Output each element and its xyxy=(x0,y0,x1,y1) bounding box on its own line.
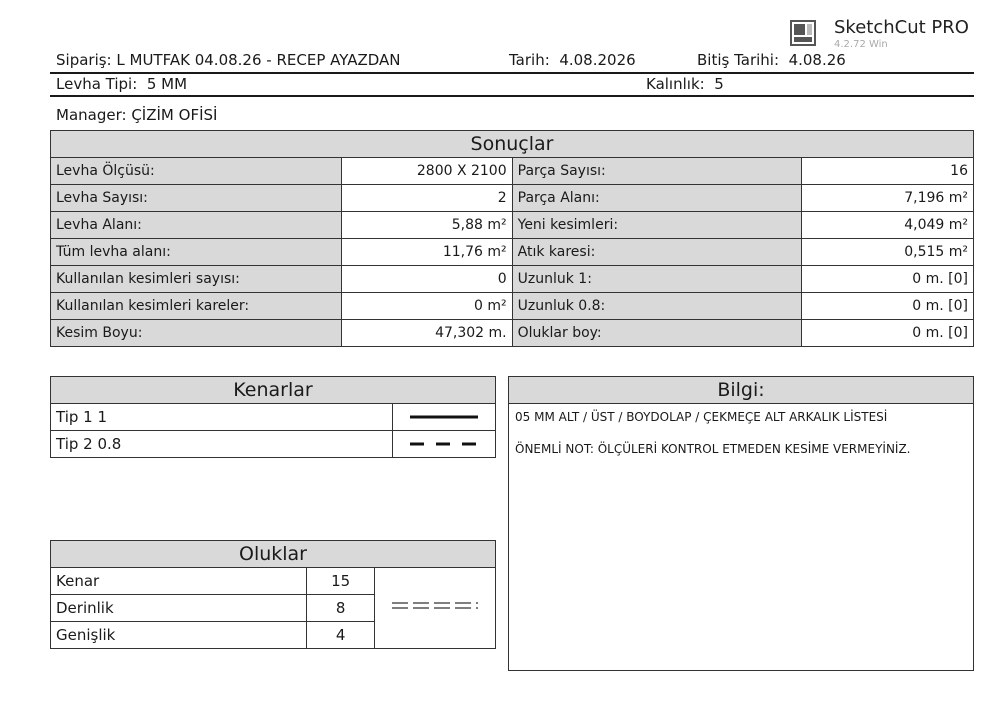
result-value: 5,88 m² xyxy=(341,212,512,239)
thickness-value: 5 xyxy=(714,75,724,93)
edge-row xyxy=(51,404,496,431)
app-name: SketchCut PRO xyxy=(834,17,969,38)
grooves-title: Oluklar xyxy=(51,541,496,568)
sheet-type-field xyxy=(56,75,187,93)
date-value: 4.08.2026 xyxy=(559,51,636,69)
groove-row xyxy=(51,568,496,595)
thickness-label: Kalınlık: xyxy=(646,75,705,93)
result-label: Kesim Boyu: xyxy=(51,320,342,347)
edge-label: Tip 2 0.8 xyxy=(51,431,393,458)
header-divider-1 xyxy=(50,72,974,74)
result-value: 4,049 m² xyxy=(802,212,974,239)
result-label: Parça Alanı: xyxy=(512,185,802,212)
groove-line-cell xyxy=(375,568,496,649)
result-value: 47,302 m. xyxy=(341,320,512,347)
dashed-line-icon xyxy=(408,439,480,449)
result-label: Yeni kesimleri: xyxy=(512,212,802,239)
results-row xyxy=(51,293,974,320)
results-row xyxy=(51,239,974,266)
edge-line-cell xyxy=(393,431,496,458)
result-label: Kullanılan kesimleri sayısı: xyxy=(51,266,342,293)
edges-table xyxy=(50,376,496,458)
info-body xyxy=(509,404,974,671)
order-field xyxy=(56,51,401,69)
grooves-table xyxy=(50,540,496,649)
manager-label: Manager: xyxy=(56,106,127,124)
groove-value: 4 xyxy=(307,622,375,649)
result-label: Parça Sayısı: xyxy=(512,158,802,185)
groove-value: 15 xyxy=(307,568,375,595)
results-table xyxy=(50,130,974,347)
result-label: Levha Ölçüsü: xyxy=(51,158,342,185)
result-label: Tüm levha alanı: xyxy=(51,239,342,266)
results-row xyxy=(51,158,974,185)
result-value: 11,76 m² xyxy=(341,239,512,266)
info-line: ÖNEMLİ NOT: ÖLÇÜLERİ KONTROL ETMEDEN KESİME VERMEYİNİZ. xyxy=(515,442,911,456)
info-line: 05 MM ALT / ÜST / BOYDOLAP / ÇEKMEÇE ALT ARKALIK LİSTESİ xyxy=(515,410,888,424)
groove-label: Derinlik xyxy=(51,595,307,622)
double-dashed-line-icon xyxy=(390,599,480,613)
result-value: 0,515 m² xyxy=(802,239,974,266)
date-label: Tarih: xyxy=(509,51,550,69)
result-label: Uzunluk 0.8: xyxy=(512,293,802,320)
sketchcut-logo xyxy=(790,20,816,46)
groove-value: 8 xyxy=(307,595,375,622)
header-divider-2 xyxy=(50,95,974,97)
results-row xyxy=(51,185,974,212)
manager-field xyxy=(56,106,217,124)
result-value: 0 m. [0] xyxy=(802,320,974,347)
result-value: 0 m. [0] xyxy=(802,266,974,293)
sheet-type-label: Levha Tipi: xyxy=(56,75,138,93)
result-label: Kullanılan kesimleri kareler: xyxy=(51,293,342,320)
solid-line-icon xyxy=(408,412,480,422)
groove-label: Genişlik xyxy=(51,622,307,649)
end-date-label: Bitiş Tarihi: xyxy=(697,51,780,69)
result-value: 7,196 m² xyxy=(802,185,974,212)
result-value: 16 xyxy=(802,158,974,185)
result-label: Oluklar boy: xyxy=(512,320,802,347)
results-row xyxy=(51,320,974,347)
end-date-field xyxy=(697,51,846,69)
manager-value: ÇİZİM OFİSİ xyxy=(131,106,218,124)
thickness-field xyxy=(646,75,724,93)
sheet-type-value: 5 MM xyxy=(146,75,188,93)
result-value: 0 m² xyxy=(341,293,512,320)
result-label: Atık karesi: xyxy=(512,239,802,266)
groove-label: Kenar xyxy=(51,568,307,595)
results-title: Sonuçlar xyxy=(51,131,974,158)
order-label: Sipariş: xyxy=(56,51,112,69)
result-value: 2800 X 2100 xyxy=(341,158,512,185)
info-table xyxy=(508,376,974,671)
app-version: 4.2.72 Win xyxy=(834,39,888,50)
result-label: Levha Sayısı: xyxy=(51,185,342,212)
edges-title: Kenarlar xyxy=(51,377,496,404)
info-title: Bilgi: xyxy=(509,377,974,404)
order-value: L MUTFAK 04.08.26 - RECEP AYAZDAN xyxy=(116,51,401,69)
result-value: 0 xyxy=(341,266,512,293)
result-value: 0 m. [0] xyxy=(802,293,974,320)
edge-label: Tip 1 1 xyxy=(51,404,393,431)
result-value: 2 xyxy=(341,185,512,212)
edge-row xyxy=(51,431,496,458)
result-label: Levha Alanı: xyxy=(51,212,342,239)
edge-line-cell xyxy=(393,404,496,431)
end-date-value: 4.08.26 xyxy=(788,51,846,69)
results-row xyxy=(51,212,974,239)
results-row xyxy=(51,266,974,293)
date-field xyxy=(509,51,636,69)
result-label: Uzunluk 1: xyxy=(512,266,802,293)
